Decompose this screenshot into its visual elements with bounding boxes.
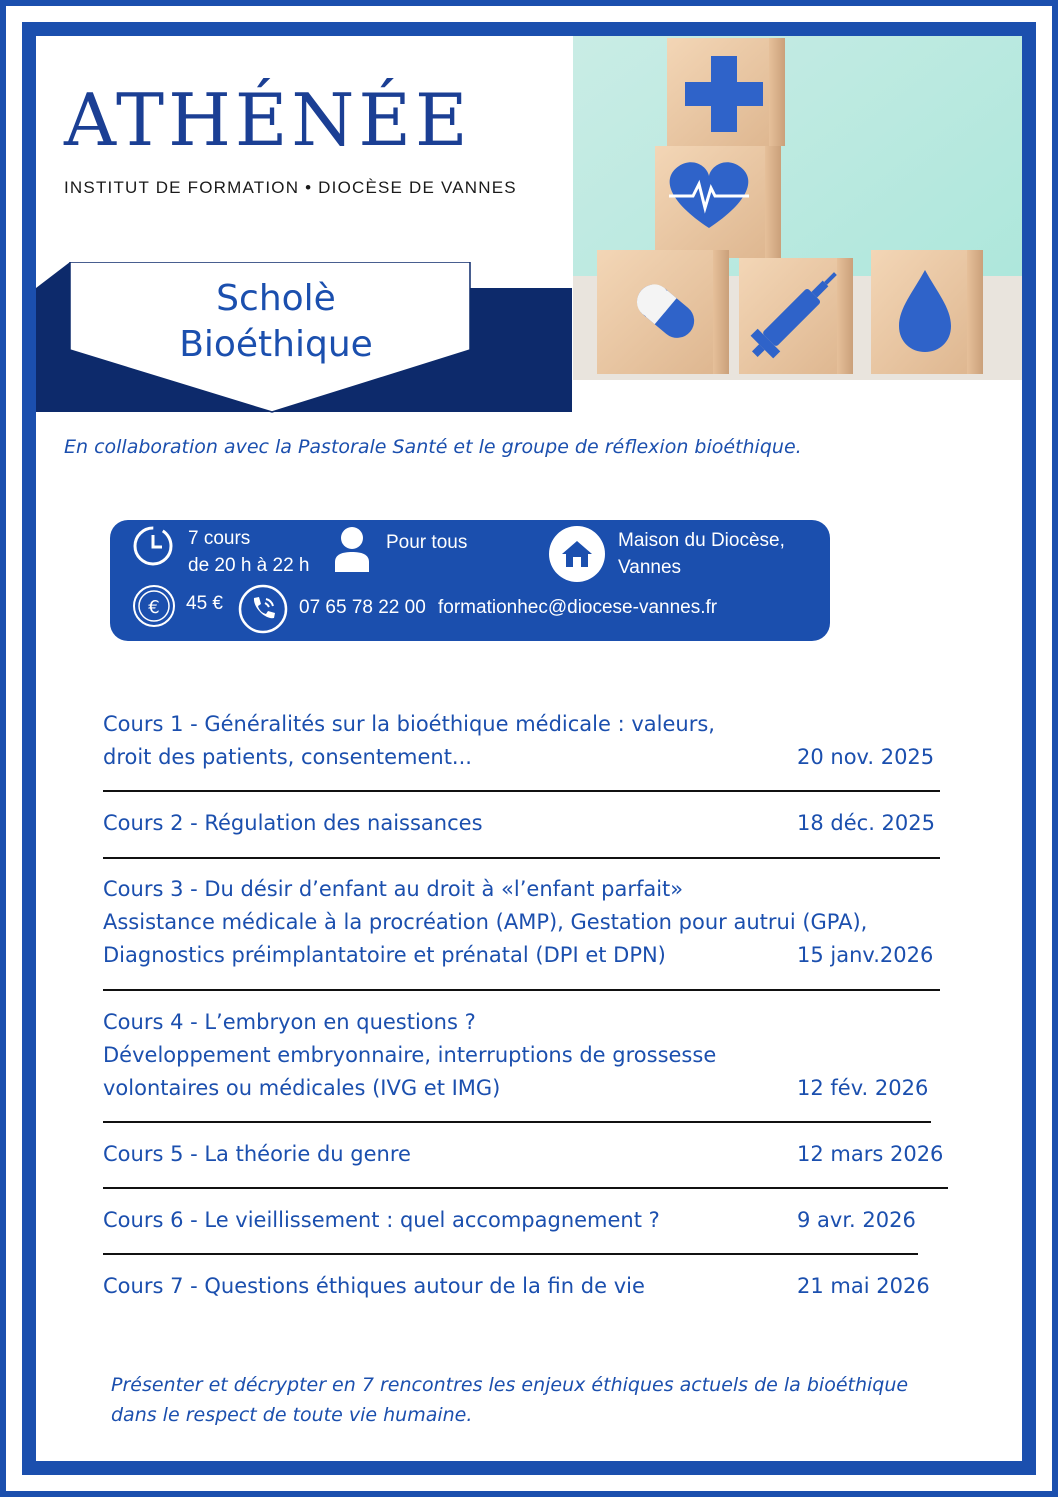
location-line1: Maison du Diocèse, [618,530,785,551]
closing-line1: Présenter et décrypter en 7 rencontres les enjeux éthiques actuels de la bioéthique [111,1374,909,1396]
banner-title-line1: Scholè [216,278,336,319]
course-3 [103,873,867,972]
divider [103,790,940,792]
medical-blocks-photo [573,36,1022,380]
course-7 [103,1270,645,1303]
course-5-date: 12 mars 2026 [797,1142,944,1166]
email-address[interactable]: formationhec@diocese-vannes.fr [438,597,718,618]
course-1-line2: droit des patients, consentement... [103,745,472,769]
closing-statement [111,1370,908,1430]
course-1 [103,708,715,774]
course-6 [103,1204,660,1237]
pill-block [597,250,729,374]
clock-icon [132,525,174,567]
phone-icon [238,584,288,634]
course-3-line1: Cours 3 - Du désir d’enfant au droit à «l’enfant parfait» [103,877,684,901]
svg-text:€: € [148,597,160,618]
course-2-date: 18 déc. 2025 [797,811,935,835]
course-4-line2: Développement embryonnaire, interruptions de grossesse [103,1043,717,1067]
heart-block [655,146,781,258]
course-5 [103,1138,411,1171]
divider [103,1187,948,1189]
divider [103,989,940,991]
collaboration-note: En collaboration avec la Pastorale Santé et le groupe de réflexion bioéthique. [64,436,802,458]
course-4 [103,1006,716,1105]
course-6-line1: Cours 6 - Le vieillissement : quel accompagnement ? [103,1208,660,1232]
course-7-line1: Cours 7 - Questions éthiques autour de la fin de vie [103,1274,645,1298]
person-icon [333,526,371,572]
audience: Pour tous [386,532,468,553]
course-hours: de 20 h à 22 h [188,555,310,576]
courses-count: 7 cours [188,528,251,549]
drop-block [871,250,983,374]
banner-title-line2: Bioéthique [179,324,373,365]
divider [103,857,940,859]
phone-number[interactable]: 07 65 78 22 00 [299,597,426,618]
price: 45 € [186,593,223,614]
course-1-line1: Cours 1 - Généralités sur la bioéthique médicale : valeurs, [103,712,715,736]
location-line2: Vannes [618,557,682,578]
cross-block [667,38,785,146]
home-icon [548,525,606,583]
divider [103,1121,931,1123]
closing-line2: dans le respect de toute vie humaine. [111,1404,473,1426]
euro-icon [132,584,176,628]
course-4-line3: volontaires ou médicales (IVG et IMG) [103,1076,501,1100]
course-3-line3: Diagnostics préimplantatoire et prénatal (DPI et DPN) [103,943,666,967]
banner-title [78,276,474,368]
course-7-date: 21 mai 2026 [797,1274,930,1298]
course-3-date: 15 janv.2026 [797,943,934,967]
divider [103,1253,918,1255]
course-6-date: 9 avr. 2026 [797,1208,916,1232]
logo-subtitle: INSTITUT DE FORMATION • DIOCÈSE DE VANNES [64,178,517,197]
course-4-line1: Cours 4 - L’embryon en questions ? [103,1010,476,1034]
logo-wordmark: ATHÉNÉE [64,78,472,162]
course-5-line1: Cours 5 - La théorie du genre [103,1142,411,1166]
course-4-date: 12 fév. 2026 [797,1076,929,1100]
info-box [110,520,830,641]
course-3-line2: Assistance médicale à la procréation (AMP), Gestation pour autrui (GPA), [103,910,868,934]
course-2 [103,807,483,840]
course-1-date: 20 nov. 2025 [797,745,935,769]
syringe-block [739,258,853,374]
course-2-line1: Cours 2 - Régulation des naissances [103,811,483,835]
